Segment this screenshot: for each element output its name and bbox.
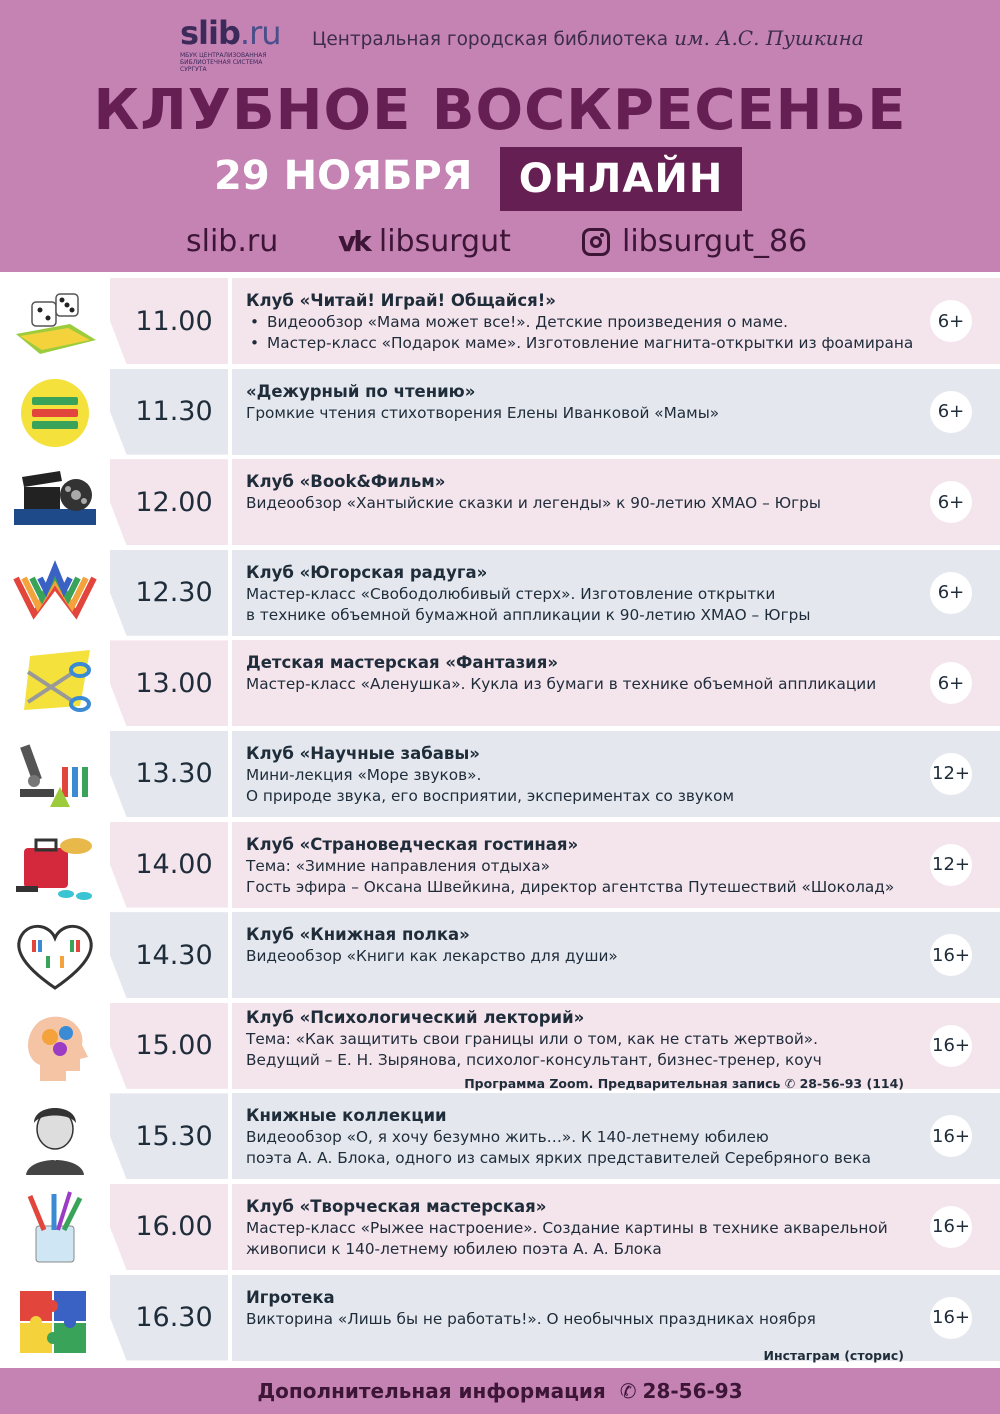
vk-icon: vk [338,225,369,258]
schedule-row [0,550,1000,641]
event-time: 13.30 [135,758,213,790]
event-time: 15.30 [135,1120,213,1152]
description-line: Тема: «Зимние направления отдыха» [246,856,550,875]
footer-phone[interactable]: 28-56-93 [642,1379,743,1403]
event-note: Программа Zoom. Предварительная запись ✆ 28-56-93 (114) [464,1076,904,1092]
club-name: Клуб «Югорская радуга» [246,562,488,582]
logo[interactable] [180,14,295,73]
schedule-row [0,731,1000,822]
age-rating: 12+ [930,753,972,795]
books-icon [10,375,100,451]
event-description [246,1196,916,1260]
club-name: Книжные коллекции [246,1106,447,1126]
brushes-icon [10,1190,100,1266]
club-name: «Дежурный по чтению» [246,381,476,401]
event-description [246,381,916,424]
event-description [246,1105,916,1169]
event-description [246,1287,916,1330]
club-name: Клуб «Книжная полка» [246,925,470,945]
event-description [246,562,916,626]
age-rating: 6+ [930,662,972,704]
library-label: Центральная городская библиотека [312,29,669,50]
club-name: Игротека [246,1287,335,1307]
event-description [246,924,916,967]
event-date: 29 НОЯБРЯ [214,153,473,199]
schedule-row [0,1003,1000,1094]
site-link[interactable] [186,224,278,259]
event-time: 13.00 [135,667,213,699]
age-rating: 16+ [930,1025,972,1067]
description-line: Видеообзор «Книги как лекарство для души» [246,947,618,966]
logo-mark: slib [180,14,240,52]
portrait-icon [10,1099,100,1175]
event-time: 14.30 [135,939,213,971]
age-rating: 6+ [930,572,972,614]
schedule-row [0,640,1000,731]
scissors-icon [10,646,100,722]
schedule-row [0,1093,1000,1184]
schedule-row [0,278,1000,369]
logo-subtitle: МБУК ЦЕНТРАЛИЗОВАННАЯ БИБЛИОТЕЧНАЯ СИСТЕМА СУРГУТА [180,52,267,73]
schedule-row [0,912,1000,1003]
event-description [246,834,916,898]
suitcase-icon [10,828,100,904]
age-rating: 6+ [930,300,972,342]
event-time: 16.30 [135,1302,213,1334]
club-name: Клуб «Читай! Играй! Общайся!» [246,291,556,310]
description-line: О природе звука, его восприятии, экспериментах со звуком [246,786,735,805]
event-time: 15.00 [135,1030,213,1062]
club-name: Клуб «Научные забавы» [246,743,480,763]
instagram-link[interactable] [582,224,807,259]
event-time: 16.00 [135,1211,213,1243]
description-line: поэта А. А. Блока, одного из самых ярких представителей Серебряного века [246,1149,871,1168]
description-line: • Мастер-класс «Подарок маме». Изготовление магнита-открытки из фоамирана [246,333,916,354]
event-description [246,743,916,807]
instagram-link-label: libsurgut_86 [622,224,808,259]
description-line: Мастер-класс «Рыжее настроение». Создание картины в технике акварельной [246,1218,888,1237]
description-line: в технике объемной бумажной аппликации к 90-летию ХМАО – Югры [246,605,811,624]
heart-shelf-icon [10,918,100,994]
club-name: Детская мастерская «Фантазия» [246,653,558,673]
schedule-row [0,822,1000,913]
dice-icon [10,284,100,360]
event-description [246,290,916,354]
club-name: Клуб «Страноведческая гостиная» [246,834,579,854]
age-rating: 16+ [930,934,972,976]
site-link-label: slib.ru [186,224,279,259]
event-description [246,471,916,514]
age-rating: 16+ [930,1115,972,1157]
event-time: 12.00 [135,486,213,518]
vk-link[interactable] [338,224,511,259]
description-line: Тема: «Как защитить свои границы или о том, как не стать жертвой». [246,1029,818,1048]
footer [0,1368,1000,1414]
event-time: 11.00 [135,305,213,337]
age-rating: 6+ [930,391,972,433]
description-line: Видеообзор «О, я хочу безумно жить…». К 140-летнему юбилею [246,1128,769,1147]
description-line: живописи к 140-летнему юбилею поэта А. А. Блока [246,1239,662,1258]
logo-suffix: .ru [239,14,281,52]
description-line: Мастер-класс «Аленушка». Кукла из бумаги в технике объемной аппликации [246,675,877,694]
description-line: Гость эфира – Оксана Швейкина, директор агентства Путешествий «Шоколад» [246,877,895,896]
online-badge: ОНЛАЙН [500,147,742,211]
description-line: Видеообзор «Хантыйские сказки и легенды» к 90-летию ХМАО – Югры [246,494,821,513]
header [0,0,1000,272]
event-time: 11.30 [135,396,213,428]
head-gears-icon [10,1009,100,1085]
phone-icon: ✆ [619,1379,637,1403]
age-rating: 16+ [930,1297,972,1339]
event-time: 14.00 [135,849,213,881]
schedule-row [0,1184,1000,1275]
description-line: Мини-лекция «Море звуков». [246,765,482,784]
event-time: 12.30 [135,577,213,609]
club-name: Клуб «Book&Фильм» [246,472,446,492]
schedule-row [0,369,1000,460]
page-title: КЛУБНОЕ ВОСКРЕСЕНЬЕ [93,78,907,143]
schedule-list [0,278,1000,1365]
event-note: Инстаграм (сторис) [763,1348,904,1364]
description-line: Громкие чтения стихотворения Елены Иванковой «Мамы» [246,403,720,422]
age-rating: 16+ [930,1206,972,1248]
film-icon [10,465,100,541]
club-name: Клуб «Психологический лекторий» [246,1007,585,1027]
puzzle-icon [10,1281,100,1357]
event-description [246,1007,916,1071]
schedule-row [0,459,1000,550]
age-rating: 12+ [930,844,972,886]
description-line: • Видеообзор «Мама может все!». Детские произведения о маме. [246,312,916,333]
library-caption [312,26,864,50]
schedule-row [0,1275,1000,1366]
library-name: им. А.С. Пушкина [674,26,864,50]
description-line: Мастер-класс «Свободолюбивый стерх». Изготовление открытки [246,584,776,603]
footer-label: Дополнительная информация [257,1379,606,1403]
vk-link-label: libsurgut [378,224,511,259]
description-line: Викторина «Лишь бы не работать!». О необычных праздниках ноября [246,1309,816,1328]
instagram-icon [582,228,610,256]
age-rating: 6+ [930,481,972,523]
description-line: Ведущий – Е. Н. Зырянова, психолог-консультант, бизнес-тренер, коуч [246,1050,822,1069]
event-description [246,652,916,695]
microscope-icon [10,737,100,813]
club-name: Клуб «Творческая мастерская» [246,1196,547,1216]
rainbow-icon [10,556,100,632]
